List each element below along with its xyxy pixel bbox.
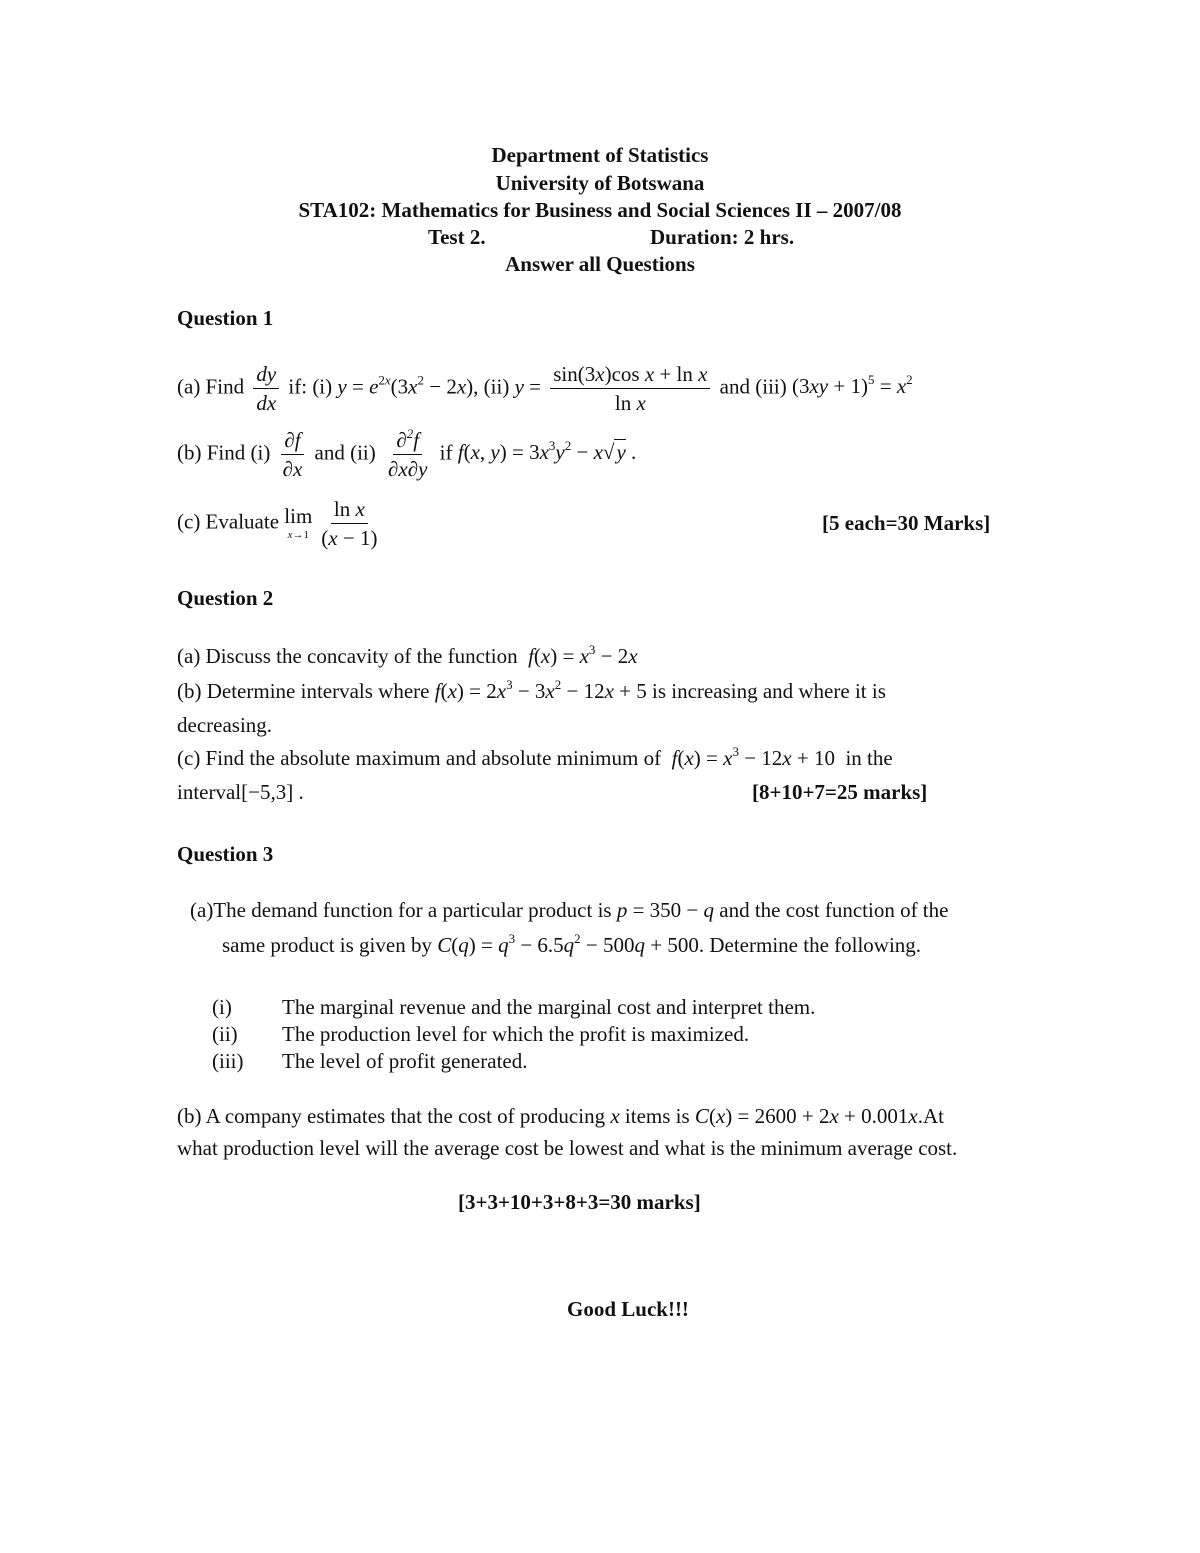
list-item-text: The level of profit generated. bbox=[282, 1049, 528, 1073]
q1-a-ii: , (ii) bbox=[473, 374, 510, 399]
good-luck-footer: Good Luck!!! bbox=[567, 1297, 689, 1321]
department-title: Department of Statistics bbox=[491, 143, 709, 167]
q3-a-tail: . Determine the following. bbox=[698, 933, 922, 957]
q1-marks: [5 each=30 Marks] bbox=[822, 511, 991, 535]
q2-b-continued: decreasing. bbox=[177, 713, 273, 737]
q1-a-find: (a) Find bbox=[177, 374, 245, 399]
dy-dx-fraction: $\frac{dy}{dx}$ bbox=[253, 362, 279, 415]
limit-operator: lim x→1 bbox=[284, 504, 313, 542]
list-item bbox=[212, 995, 815, 1020]
q2-a-text: (a) Discuss the concavity of the function bbox=[177, 644, 518, 668]
q2-marks: [8+10+7=25 marks] bbox=[752, 780, 928, 804]
q1-a-equation-iii: $(3xy + 1)^5 = x^2$ bbox=[791, 372, 913, 399]
q2-c-interval-line: interval[−5,3] . bbox=[177, 780, 304, 804]
question-1-title: Question 1 bbox=[177, 306, 274, 330]
q2-c-interval-label: interval bbox=[177, 780, 242, 804]
q1-b-if: if bbox=[439, 440, 453, 465]
list-item bbox=[212, 1049, 527, 1074]
q3-a-intro: (a)The demand function for a particular product is bbox=[190, 898, 612, 922]
q1-part-b bbox=[177, 428, 636, 481]
limit-fraction: $\frac{\text{ln x}}{(x - 1)}$ bbox=[321, 497, 378, 551]
q1-part-a: (a) Find $\frac{dy}{dx}$ if: (i) $y = e^{2x}(3x^2 - 2x)$, (ii) y = $\frac{\text{sin(3x)cos x + ln x}}{\text{ln x}}$ and (iii) $(3xy + 1)^5 = x^2$ bbox=[177, 362, 913, 416]
list-item-number: (i) bbox=[212, 995, 232, 1019]
q3-marks: [3+3+10+3+8+3=30 marks] bbox=[458, 1190, 701, 1214]
q1-a-equation-i: y bbox=[337, 374, 347, 399]
partial-f-x-fraction: $\frac{\partial f}{\partial x}$ bbox=[282, 428, 303, 482]
q2-b-text: (b) Determine intervals where bbox=[177, 679, 430, 703]
q3-part-a-line2: same product is given by $C(q) = q^3 - 6.5q^2 - 500q + 500$. Determine the following. bbox=[222, 931, 922, 957]
list-item-text: The production level for which the profit is maximized. bbox=[282, 1022, 750, 1046]
list-item bbox=[212, 1022, 749, 1047]
q2-c-tail: in the bbox=[845, 746, 893, 770]
course-title: STA102: Mathematics for Business and Social Sciences II – 2007/08 bbox=[298, 198, 902, 222]
instruction-text: Answer all Questions bbox=[505, 252, 695, 276]
q1-b-find: (b) Find (i) bbox=[177, 440, 271, 465]
list-item-text: The marginal revenue and the marginal cost and interpret them. bbox=[282, 995, 816, 1019]
q3-part-b-line2: what production level will the average cost be lowest and what is the minimum average cost. bbox=[177, 1136, 958, 1160]
q1-part-c bbox=[177, 497, 384, 550]
q1-b-and: and (ii) bbox=[314, 440, 376, 465]
q3-b-at: .At bbox=[917, 1104, 944, 1128]
test-label: Test 2. bbox=[428, 225, 486, 249]
q1-b-function: f(x, $y) = 3x^3y^2 - x√y$ . bbox=[457, 438, 637, 465]
q2-part-b: (b) Determine intervals where $f(x) = 2x^3 - 3x^2 - 12x + 5$ is increasing and where it is bbox=[177, 677, 886, 703]
q1-a-if: if: (i) bbox=[288, 374, 333, 399]
duration-label: Duration: 2 hrs. bbox=[650, 225, 795, 249]
q2-b-tail: is increasing and where it is bbox=[652, 679, 886, 703]
question-3-title: Question 3 bbox=[177, 842, 274, 866]
q3-a-line2-text: same product is given by bbox=[222, 933, 432, 957]
q3-part-b-line1: (b) A company estimates that the cost of producing x items is C(x) = 2600 + 2x + 0.001x.At bbox=[177, 1104, 944, 1128]
list-item-number: (iii) bbox=[212, 1049, 244, 1073]
q3-b-start: (b) A company estimates that the cost of producing bbox=[177, 1104, 606, 1128]
q1-a-iii: and (iii) bbox=[719, 374, 787, 399]
q2-part-c: (c) Find the absolute maximum and absolute minimum of $f(x) = x^3 - 12x + 10$ in the bbox=[177, 744, 893, 770]
q1-c-evaluate: (c) Evaluate bbox=[177, 509, 280, 534]
question-2-title: Question 2 bbox=[177, 586, 274, 610]
q3-a-cost-text: and the cost function of the bbox=[719, 898, 949, 922]
q3-b-items: items is bbox=[624, 1104, 690, 1128]
list-item-number: (ii) bbox=[212, 1022, 238, 1046]
partial-f-xy-fraction: $\frac{\partial^2f}{\partial x\partial y}$ bbox=[388, 426, 428, 482]
q3-part-a-line1: (a)The demand function for a particular product is p = 350 − q and the cost function of the bbox=[190, 898, 949, 922]
university-title: University of Botswana bbox=[495, 171, 705, 195]
q2-part-a: (a) Discuss the concavity of the function $f(x) = x^3 - 2x$ bbox=[177, 642, 638, 668]
q1-a-equation-ii: $\frac{\text{sin(3x)cos x + ln x}}{\text{ln x}}$ bbox=[550, 362, 710, 415]
q2-c-text: (c) Find the absolute maximum and absolute minimum of bbox=[177, 746, 662, 770]
